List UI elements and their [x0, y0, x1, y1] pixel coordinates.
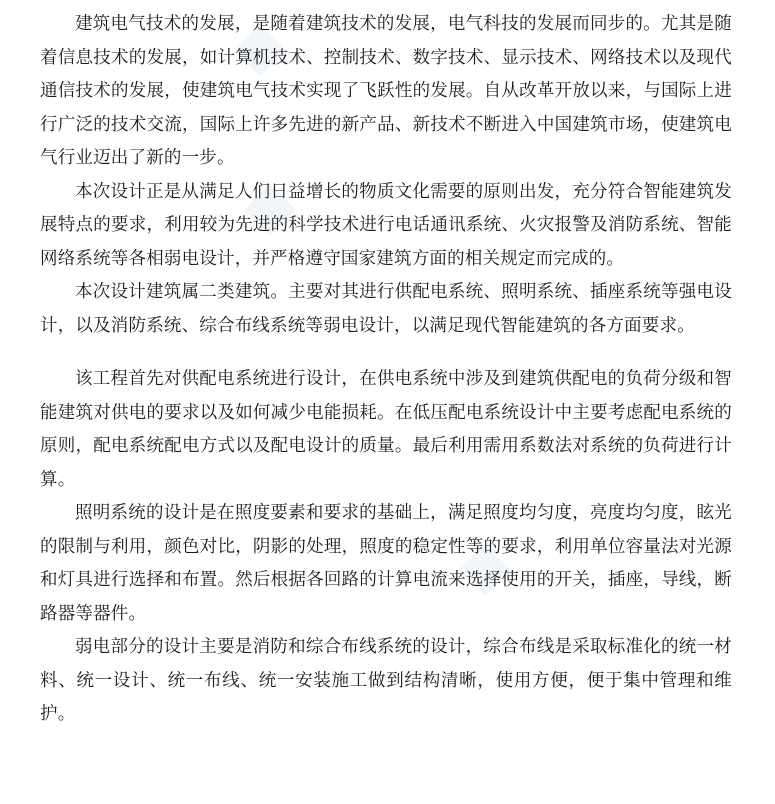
- paragraph-intro: 建筑电气技术的发展，是随着建筑技术的发展，电气科技的发展而同步的。尤其是随着信息技术的发展，如计算机技术、控制技术、数字技术、显示技术、网络技术以及现代通信技术的发展，使建筑电气技术实现了飞跃性的发展。自从改革开放以来，与国际上进行广泛的技术交流，国际上许多先进的新产品、新技术不断进入中国建筑市场，使建筑电气行业迈出了新的一步。: [40, 14, 732, 168]
- paragraph-power-supply: 该工程首先对供配电系统进行设计，在供电系统中涉及到建筑供配电的负荷分级和智能建筑对供电的要求以及如何减少电能损耗。在低压配电系统设计中主要考虑配电系统的原则，配电系统配电方式以及配电设计的质量。最后利用需用系数法对系统的负荷进行计算。: [40, 369, 732, 490]
- paragraph-design-principle: 本次设计正是从满足人们日益增长的物质文化需要的原则出发，充分符合智能建筑发展特点的要求，利用较为先进的科学技术进行电话通讯系统、火灾报警及消防系统、智能网络系统等各相弱电设计，并严格遵守国家建筑方面的相关规定而完成的。: [40, 181, 732, 269]
- paragraph-lighting: 照明系统的设计是在照度要素和要求的基础上，满足照度均匀度，亮度均匀度，眩光的限制与利用，颜色对比，阴影的处理，照度的稳定性等的要求，利用单位容量法对光源和灯具进行选择和布置。然后根据各回路的计算电流来选择使用的开关，插座，导线，断路器等器件。: [40, 503, 732, 624]
- paragraph-weak-current: 弱电部分的设计主要是消防和综合布线系统的设计，综合布线是采取标准化的统一材料、统一设计、统一布线、统一安装施工做到结构清晰，使用方便，便于集中管理和维护。: [40, 637, 732, 724]
- document-body: [40, 8, 732, 732]
- paragraph-building-class: 本次设计建筑属二类建筑。主要对其进行供配电系统、照明系统、插座系统等强电设计，以及消防系统、综合布线系统等弱电设计，以满足现代智能建筑的各方面要求。: [40, 282, 732, 336]
